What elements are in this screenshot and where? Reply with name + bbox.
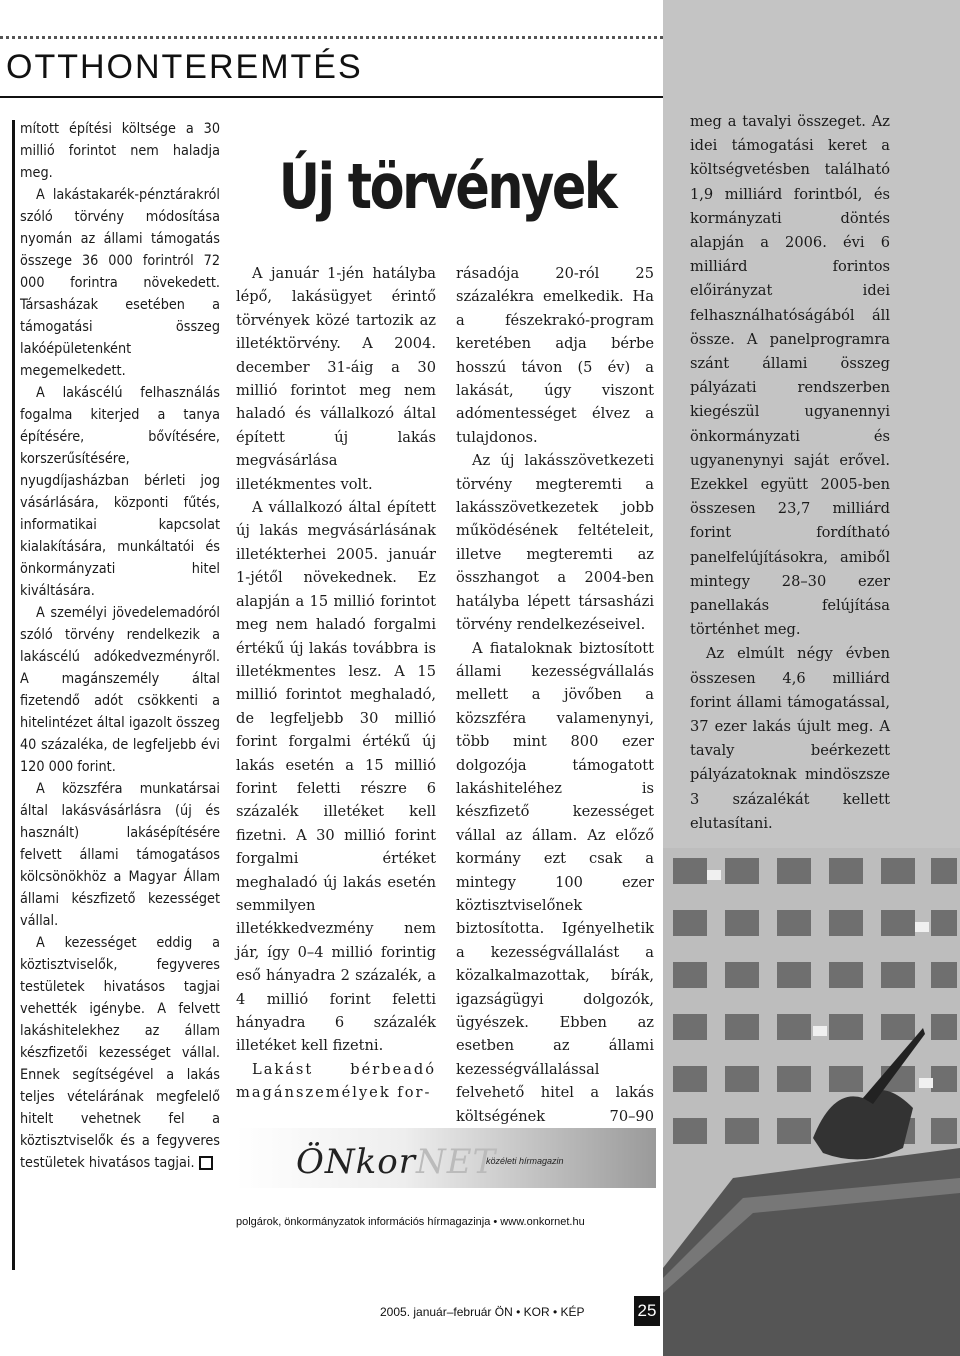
- paragraph: meg a tavalyi összeget. Az idei támogatási keret a költségvetésben található 1,9 milliárd forintból, és kormányzati döntés alapján a 2006. évi 6 milliárd forintos előirányzat idei felhasználhatóságából áll össze. A panelprogramra szánt állami összeg pályázati rendszerben kiegészül ugyanennyi önkormányzati és ugyanenynyi saját erővel. Ezekkel együtt 2005-ben összesen 23,7 milliárd forint fordítható panelfelújításokra, amiből mintegy 28–30 ezer panellakás felújítása történhet meg.: [690, 113, 890, 639]
- footer-issue-date: 2005. január–február ÖN • KOR • KÉP: [380, 1305, 585, 1319]
- ad-tagline: közéleti hírmagazin: [486, 1156, 564, 1166]
- paragraph: [456, 637, 654, 1152]
- article-column-2: [236, 262, 436, 1105]
- paragraph-text: A kezességet eddig a köztisztviselők, fegyveres testületek hivatásos tagjai vehették igénybe. A felvett lakáshitelekhez az állam készfizetői kezességet vállal. Ennek segítségével a lakás teljes vételárának megfelelő hitelt vehetnek fel a köztisztviselők és a fegyveres testületek hivatásos tagjai.: [20, 935, 220, 1171]
- paragraph: rásadója 20-ról 25 százalékra emelkedik. Ha a fészekrakó-program keretében adja bérbe hosszú távon (5 év) a lakását, úgy viszont adómentességet élvez a tulajdonos.: [456, 265, 654, 446]
- paragraph: Lakást bérbeadó magánszemélyek for-: [236, 1060, 436, 1102]
- section-title: OTTHONTEREMTÉS: [6, 48, 363, 86]
- header-rule: [0, 96, 663, 98]
- article-column-1: [20, 118, 220, 1174]
- apartment-building-photo: [663, 848, 960, 1356]
- ad-caption: polgárok, önkormányzatok információs hírmagazinja • www.onkornet.hu: [236, 1216, 585, 1228]
- logo-net: NET: [415, 1142, 497, 1182]
- building-illustration-icon: [663, 848, 960, 1356]
- article-column-3: [456, 262, 654, 1151]
- article-column-4: [690, 110, 890, 836]
- headline: Új törvények: [278, 150, 616, 223]
- paragraph: mított építési költsége a 30 millió forintot nem haladja meg.: [20, 121, 220, 181]
- paragraph: A vállalkozó által épített új lakás megvásárlásának illetékterhei 2005. január 1-jétől növekednek. Ez alapján a 15 millió forintot meg nem haladó forgalmi értékű új lakás továbbra is illetékmentes lesz. A 15 millió forintot meghaladó, de legfeljebb 30 millió forint forgalmi értékű új lakás esetén a 15 millió forint feletti részre 6 százalék illetéket kell fizetni. A 30 millió forint forgalmi értéket meghaladó új lakás esetén semmilyen illetékkedvezmény nem jár, így 0–4 millió forintig eső hányadra 2 százalék, a 4 millió forint feletti hányadra 6 százalék illetéket kell fizetni.: [236, 499, 436, 1055]
- paragraph: A lakástakarék-pénztárakról szóló törvény módosítása nyomán az állami támogatás összege 36 000 forintról 72 000 forintra növekedett. Társasházak esetében a támogatási összeg lakóépületenként megemelkedett.: [20, 187, 220, 379]
- paragraph: Az elmúlt négy évben összesen 4,6 milliárd forint állami támogatással, 37 ezer lakás újult meg. A tavaly beérkezett pályázatoknak mindöszsze 3 százalékát kellett elutasítani.: [690, 645, 890, 832]
- paragraph-text: A fiataloknak biztosított állami kezességvállalás mellett a jövőben a közszféra valamenynyi, több mint 800 ezer dolgozója támogatott lakáshiteléhez is készfizető kezességet vállal az állam. Az előző kormány ezt csak a mintegy 100 ezer köztisztviselőnek biztosította. Igényelhetik a kezességvállalást a közalkalmazottak, bírák, igazságügyi dolgozók, ügyészek. Ebben az esetben az állami kezességvállalással felvehető hitel a lakás költségének 70–90: [456, 639, 654, 1125]
- paragraph: A közszféra munkatársai által lakásvásárlásra (új és használt) lakásépítésére felvett állami támogatásos kölcsönökhöz a Magyar Állam állami készfizető kezességet vállal.: [20, 781, 220, 929]
- paragraph: A személyi jövedelemadóról szóló törvény rendelkezik a lakáscélú adókedvezményről. A magánszemély által fizetendő adót csökkenti a hitelintézet által igazolt összeg 40 százaléka, de legfeljebb évi 120 000 forint.: [20, 605, 220, 775]
- onkornet-advertisement[interactable]: [236, 1128, 656, 1188]
- onkornet-logo: [296, 1142, 496, 1182]
- left-column-bar: [12, 120, 15, 1270]
- end-mark-icon: [199, 1156, 213, 1170]
- paragraph: A lakáscélú felhasználás fogalma kiterjed a tanya építésére, bővítésére, korszerűsítésére, nyugdíjasházban bérleti jog vásárlására, központi fűtés, informatikai kapcsolat kialakítására, munkáltatói és önkormányzati hitel kiváltására.: [20, 385, 220, 599]
- logo-main: ÖNkor: [296, 1142, 416, 1182]
- paragraph: A január 1-jén hatályba lépő, lakásügyet érintő törvények közé tartozik az illetéktörvény. A 2004. december 31-áig a 30 millió forintot meg nem haladó és vállalkozó által épített új lakás megvásárlása illetékmentes volt.: [236, 265, 436, 493]
- page-number: 25: [634, 1296, 660, 1326]
- paragraph: Az új lakásszövetkezeti törvény megteremti a lakásszövetkezetek jobb működésének feltételeit, illetve megteremti az összhangot a 2004-ben hatályba lépett társasházi törvény rendelkezéseivel.: [456, 452, 654, 634]
- paragraph: [20, 932, 220, 1174]
- top-dotted-line: [0, 36, 663, 39]
